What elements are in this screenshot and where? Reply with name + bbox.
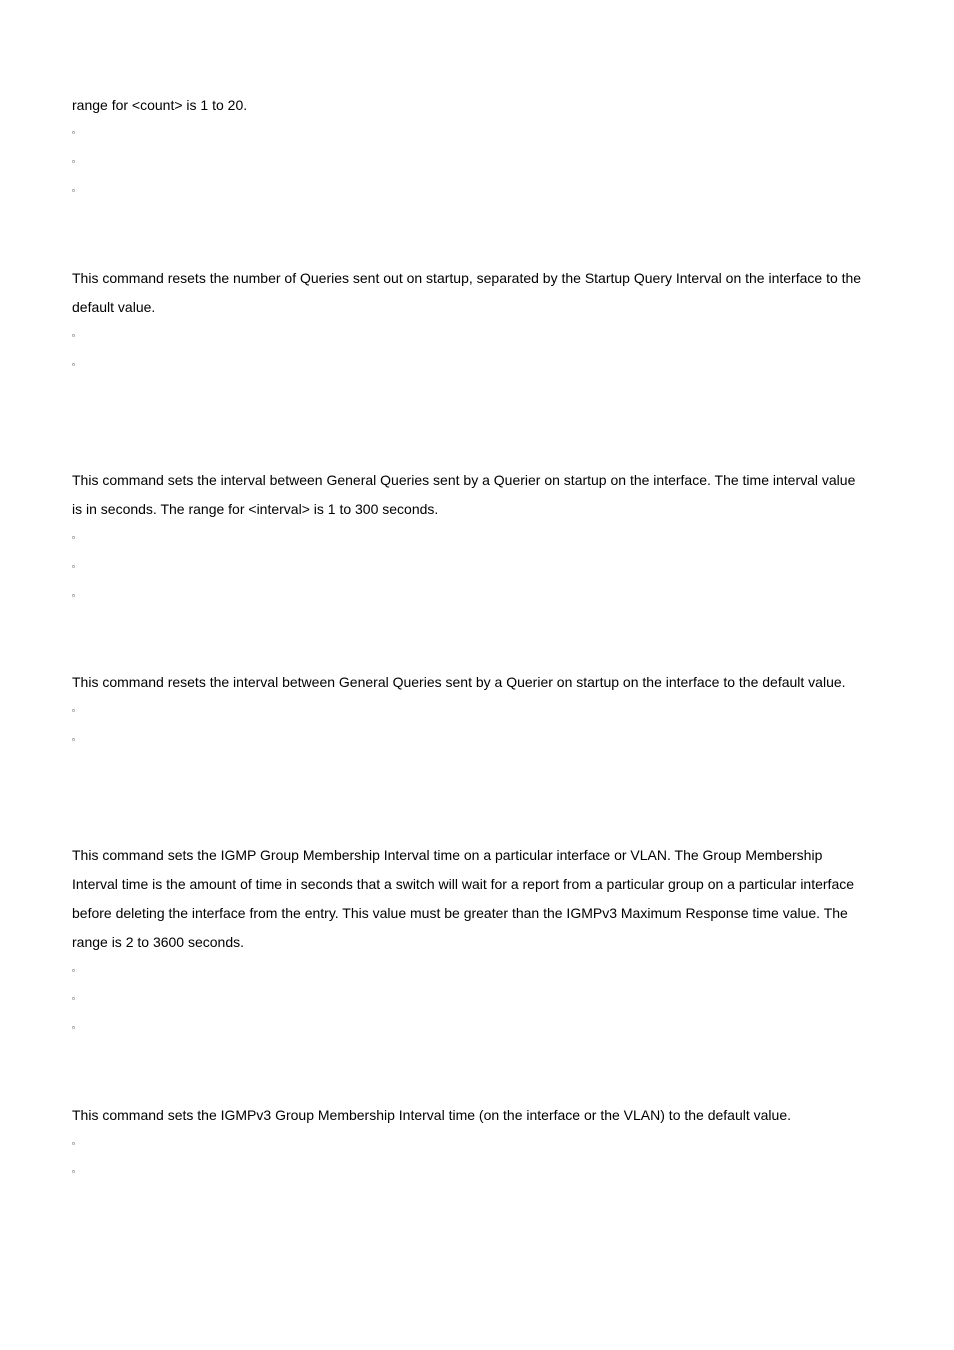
bullet-marker: ▫ <box>72 735 75 744</box>
paragraph-line: Interval time is the amount of time in seconds that a switch will wait for a report from a particular group on a particular interface <box>72 876 855 892</box>
paragraph-line: range is 2 to 3600 seconds. <box>72 934 245 950</box>
bullet-marker: ▫ <box>72 562 75 571</box>
bullet-marker: ▫ <box>72 360 75 369</box>
paragraph-line: This command resets the interval between General Queries sent by a Querier on startup on the interface to the default value. <box>72 674 846 690</box>
paragraph-line: default value. <box>72 299 156 315</box>
paragraph-line: range for <count> is 1 to 20. <box>72 97 248 113</box>
bullet-marker: ▫ <box>72 591 75 600</box>
bullet-marker: ▫ <box>72 186 75 195</box>
bullet-marker: ▫ <box>72 706 75 715</box>
bullet-marker: ▫ <box>72 157 75 166</box>
paragraph-line: This command resets the number of Queries sent out on startup, separated by the Startup Query Interval on the interface to the <box>72 270 862 286</box>
bullet-marker: ▫ <box>72 966 75 975</box>
paragraph-line: This command sets the IGMP Group Membership Interval time on a particular interface or VLAN. The Group Membership <box>72 847 823 863</box>
bullet-marker: ▫ <box>72 1023 75 1032</box>
paragraph-line: before deleting the interface from the entry. This value must be greater than the IGMPv3 Maximum Response time value. The <box>72 905 848 921</box>
bullet-marker: ▫ <box>72 994 75 1003</box>
bullet-marker: ▫ <box>72 1139 75 1148</box>
bullet-marker: ▫ <box>72 533 75 542</box>
bullet-marker: ▫ <box>72 1167 75 1176</box>
paragraph-line: This command sets the IGMPv3 Group Membership Interval time (on the interface or the VLAN) to the default value. <box>72 1107 791 1123</box>
bullet-marker: ▫ <box>72 331 75 340</box>
paragraph-line: is in seconds. The range for <interval> is 1 to 300 seconds. <box>72 501 439 517</box>
bullet-marker: ▫ <box>72 128 75 137</box>
paragraph-line: This command sets the interval between General Queries sent by a Querier on startup on the interface. The time interval value <box>72 472 856 488</box>
